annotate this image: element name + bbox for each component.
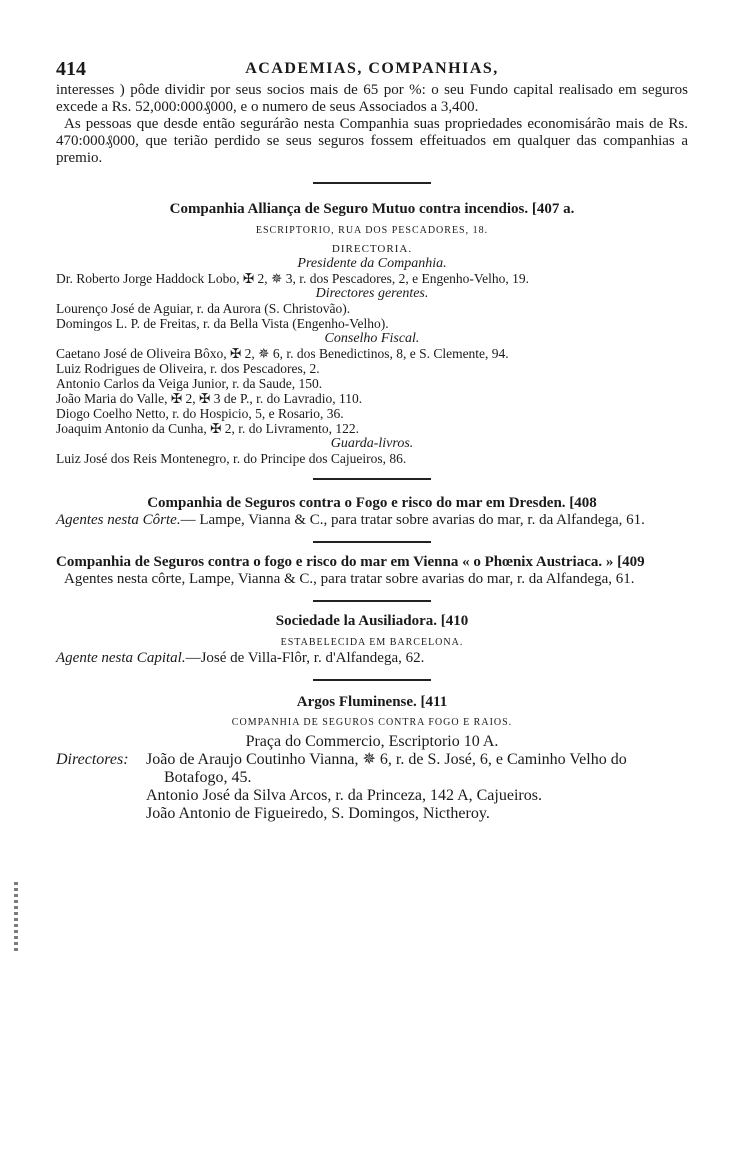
office-address: ESCRIPTORIO, RUA DOS PESCADORES, 18. <box>255 225 489 236</box>
council-entry: Joaquim Antonio da Cunha, ✠ 2, r. do Livramento, 122. <box>56 421 360 436</box>
section-408 <box>56 494 688 529</box>
page-header <box>56 58 688 82</box>
agents-entry: Agentes nesta côrte, Lampe, Vianna & C., para tratar sobre avarias do mar, r. da Alfandega, 61. <box>64 571 635 587</box>
agent-text: —José de Villa-Flôr, r. d'Alfandega, 62. <box>185 650 425 666</box>
managers-role: Directores gerentes. <box>315 286 429 301</box>
agents-label: Agentes nesta Côrte. <box>56 512 181 528</box>
president-role: Presidente da Companhia. <box>297 256 447 271</box>
section-407 <box>56 200 688 466</box>
section-heading: Sociedade la Ausiliadora. [410 <box>275 613 469 629</box>
director-entry: Antonio José da Silva Arcos, r. da Princeza, 142 A, Cajueiros. <box>146 787 542 804</box>
agents-entry <box>56 512 688 529</box>
intro-paragraph-2: As pessoas que desde então segurárão nesta Companhia suas propriedades economisárão mais de Rs. 470:000₰000, que terião perdido se seus seguros fossem effeituados em qualquer das companhias a premio. <box>56 116 688 166</box>
president-entry: Dr. Roberto Jorge Haddock Lobo, ✠ 2, ✵ 3, r. dos Pescadores, 2, e Engenho-Velho, 19. <box>56 271 530 286</box>
section-411 <box>56 693 688 823</box>
council-role: Conselho Fiscal. <box>324 331 420 346</box>
section-409 <box>56 553 688 588</box>
council-entry: Diogo Coelho Netto, r. do Hospicio, 5, e Rosario, 36. <box>56 406 344 421</box>
directors-label: Directores: <box>56 751 129 768</box>
agent-entry <box>56 650 688 667</box>
board-label: DIRECTORIA. <box>331 243 413 255</box>
running-title: ACADEMIAS, COMPANHIAS, <box>245 60 499 77</box>
section-heading: Companhia de Seguros contra o fogo e risco do mar em Vienna « o Phœnix Austriaca. » [409 <box>56 554 645 570</box>
company-address: Praça do Commercio, Escriptorio 10 A. <box>245 733 499 750</box>
page-number: 414 <box>56 58 86 80</box>
directors-block <box>56 751 688 823</box>
manager-entry: Domingos L. P. de Freitas, r. da Bella Vista (Engenho-Velho). <box>56 316 389 331</box>
director-entry: João de Araujo Coutinho Vianna, ✵ 6, r. de S. José, 6, e Caminho Velho do Botafogo, 45. <box>146 751 627 786</box>
section-heading: Argos Fluminense. [411 <box>296 694 448 710</box>
bookkeeper-role: Guarda-livros. <box>330 436 414 451</box>
section-410 <box>56 612 688 667</box>
director-entry: João Antonio de Figueiredo, S. Domingos, Nictheroy. <box>146 805 490 822</box>
intro-paragraph-1: interesses ) pôde dividir por seus socios mais de 65 por %: o seu Fundo capital realisado em seguros excede a Rs. 52,000:000₰000, e o numero de seus Associados a 3,400. <box>56 82 688 115</box>
council-entry: João Maria do Valle, ✠ 2, ✠ 3 de P., r. do Lavradio, 110. <box>56 391 363 406</box>
document-page <box>56 58 688 823</box>
council-entry: Antonio Carlos da Veiga Junior, r. da Saude, 150. <box>56 376 323 391</box>
margin-mark <box>14 882 18 952</box>
council-entry: Caetano José de Oliveira Bôxo, ✠ 2, ✵ 6, r. dos Benedictinos, 8, e S. Clemente, 94. <box>56 346 509 361</box>
agents-text: — Lampe, Vianna & C., para tratar sobre avarias do mar, r. da Alfandega, 61. <box>180 512 645 528</box>
agent-label: Agente nesta Capital. <box>56 650 186 666</box>
council-entry: Luiz Rodrigues de Oliveira, r. dos Pescadores, 2. <box>56 361 320 376</box>
section-heading: Companhia de Seguros contra o Fogo e risco do mar em Dresden. [408 <box>147 495 597 511</box>
section-subtitle: ESTABELECIDA EM BARCELONA. <box>280 637 464 648</box>
bookkeeper-entry: Luiz José dos Reis Montenegro, r. do Principe dos Cajueiros, 86. <box>56 451 407 466</box>
section-subtitle: COMPANHIA DE SEGUROS CONTRA FOGO E RAIOS. <box>231 717 513 728</box>
section-heading: Companhia Alliança de Seguro Mutuo contra incendios. [407 a. <box>169 201 575 217</box>
manager-entry: Lourenço José de Aguiar, r. da Aurora (S. Christovão). <box>56 301 351 316</box>
